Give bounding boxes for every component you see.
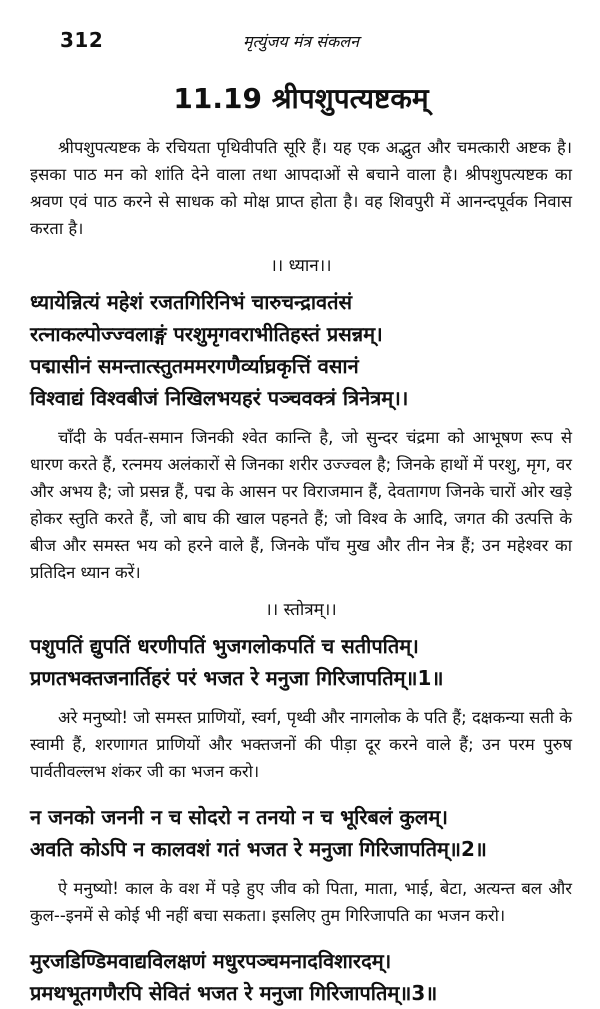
page-number: 312 bbox=[60, 28, 104, 52]
verse-line: प्रमथभूतगणैरपि सेवितं भजत रे मनुजा गिरिजापतिम्॥3॥ bbox=[30, 981, 438, 1005]
verse-line: ध्यायेन्नित्यं महेशं रजतगिरिनिभं चारुचन्द्रावतंसं bbox=[30, 290, 353, 314]
page-header bbox=[30, 0, 572, 58]
verse-line: रत्नाकल्पोज्ज्वलाङ्गं परशुमृगवराभीतिहस्तं प्रसन्नम्। bbox=[30, 322, 383, 346]
verse-line: अवति कोऽपि न कालवशं गतं भजत रे मनुजा गिरिजापतिम्॥2॥ bbox=[30, 837, 487, 861]
dhyan-meaning: चाँदी के पर्वत-समान जिनकी श्वेत कान्ति है, जो सुन्दर चंद्रमा को आभूषण रूप से धारण करते हैं, रत्नमय अलंकारों से जिनका शरीर उज्ज्वल है; जिनके हाथों में परशु, मृग, वर और अभय है; जो प्रसन्न हैं, पद्म के आसन पर विराजमान हैं, देवतागण जिनके चारों ओर खड़े होकर स्तुति करते हैं, जो बाघ की खाल पहनते हैं; जो विश्व के आदि, जगत की उत्पत्ति के बीज और समस्त भय को हरने वाले हैं, जिनके पाँच मुख और तीन नेत्र हैं; उन महेश्वर का प्रतिदिन ध्यान करें। bbox=[30, 428, 572, 582]
verse-line: मुरजडिण्डिमवाद्यविलक्षणं मधुरपञ्चमनादविशारदम्। bbox=[30, 949, 392, 973]
stotram-verse-3 bbox=[30, 945, 572, 1009]
dhyan-verse bbox=[30, 286, 572, 414]
intro-paragraph: श्रीपशुपत्यष्टक के रचियता पृथिवीपति सूरि हैं। यह एक अद्भुत और चमत्कारी अष्टक है। इसका पाठ मन को शांति देने वाला तथा आपदाओं से बचाने वाला है। श्रीपशुपत्यष्टक का श्रवण एवं पाठ करने से साधक को मोक्ष प्राप्त होता है। वह शिवपुरी में आनन्दपूर्वक निवास करता है। bbox=[30, 138, 572, 238]
verse-line: न जनको जननी न च सोदरो न तनयो न च भूरिबलं कुलम्। bbox=[30, 805, 448, 829]
verse-2-meaning: ऐ मनुष्यो! काल के वश में पड़े हुए जीव को पिता, माता, भाई, बेटा, अत्यन्त बल और कुल--इनमें से कोई भी नहीं बचा सकता। इसलिए तुम गिरिजापति का भजन करो। bbox=[30, 879, 572, 925]
section-title: 11.19 श्रीपशुपत्यष्टकम् bbox=[173, 82, 429, 115]
verse-line: पशुपतिं द्युपतिं धरणीपतिं भुजगलोकपतिं च सतीपतिम्। bbox=[30, 634, 419, 658]
verse-line: पद्मासीनं समन्तात्स्तुतममरगणैर्व्याघ्रकृत्तिं वसानं bbox=[30, 354, 359, 378]
verse-1-meaning: अरे मनुष्यो! जो समस्त प्राणियों, स्वर्ग, पृथ्वी और नागलोक के पति हैं; दक्षकन्या सती के स्वामी हैं, शरणागत प्राणियों और भक्तजनों की पीड़ा दूर करने वाले हैं; उन परम पुरुष पार्वतीवल्लभ शंकर जी का भजन करो। bbox=[30, 708, 572, 781]
stotram-verse-1 bbox=[30, 630, 572, 694]
verse-line: विश्वाद्यं विश्वबीजं निखिलभयहरं पञ्चवक्त्रं त्रिनेत्रम्।। bbox=[30, 386, 409, 410]
stotram-heading: ।। स्तोत्रम्।। bbox=[265, 600, 337, 620]
stotram-verse-2 bbox=[30, 801, 572, 865]
verse-line: प्रणतभक्तजनार्तिहरं परं भजत रे मनुजा गिरिजापतिम्॥1॥ bbox=[30, 666, 444, 690]
dhyan-heading: ।। ध्यान।। bbox=[270, 256, 332, 276]
running-title: मृत्युंजय मंत्र संकलन bbox=[242, 32, 360, 51]
